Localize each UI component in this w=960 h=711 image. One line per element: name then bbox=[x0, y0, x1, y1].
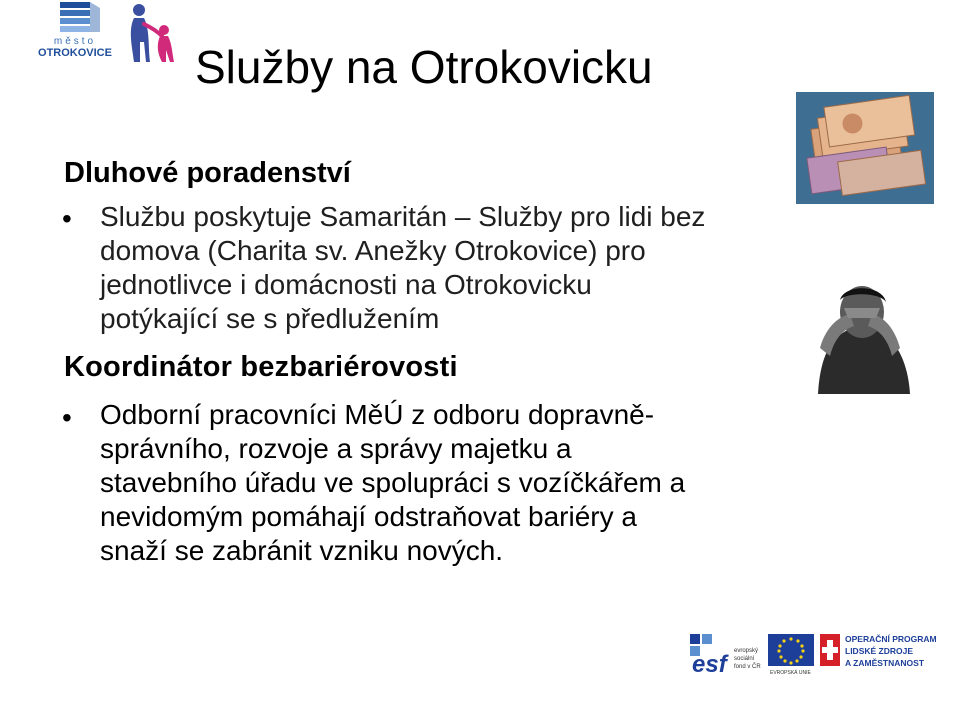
city-logo bbox=[36, 0, 114, 62]
op-line-2: LIDSKÉ ZDROJE bbox=[845, 646, 914, 656]
text-line: snaží se zabránit vzniku nových. bbox=[100, 535, 504, 566]
esf-logo bbox=[690, 634, 761, 676]
section-heading-accessibility-coordinator: Koordinátor bezbariérovosti bbox=[64, 351, 458, 383]
esf-label: esf bbox=[692, 651, 727, 676]
bullet-dot-icon: • bbox=[62, 402, 72, 433]
text-line: správního, rozvoje a správy majetku a bbox=[100, 433, 572, 464]
bullet-dot-icon: • bbox=[62, 203, 72, 234]
page-title: Služby na Otrokovicku bbox=[195, 41, 653, 93]
section-text-accessibility bbox=[100, 398, 685, 568]
section-heading-debt-counseling: Dluhové poradenství bbox=[64, 157, 351, 189]
text-line: stavebního úřadu ve spolupráci s vozíčkářem a bbox=[100, 467, 686, 498]
text-line: Odborní pracovníci MěÚ z odboru dopravně- bbox=[100, 399, 655, 430]
text-line: nevidomým pomáhají odstraňovat bariéry a bbox=[100, 501, 637, 532]
text-line: potýkající se s předlužením bbox=[100, 303, 440, 334]
footer-logos bbox=[690, 630, 952, 676]
eu-flag-logo bbox=[768, 634, 814, 676]
section-text-debt-counseling bbox=[100, 200, 705, 336]
city-logo-word: město bbox=[53, 36, 97, 47]
worried-man-photo bbox=[800, 278, 920, 394]
text-line: domova (Charita sv. Anežky Otrokovice) pro bbox=[100, 235, 646, 266]
op-line-3: A ZAMĚSTNANOST bbox=[845, 658, 925, 668]
eu-label: EVROPSKÁ UNIE bbox=[770, 670, 811, 676]
family-figure-icon bbox=[126, 2, 178, 64]
esf-small-3: fond v ČR bbox=[734, 664, 761, 670]
city-logo-icon bbox=[36, 0, 114, 36]
op-lzz-logo bbox=[820, 633, 937, 668]
esf-small-2: sociální bbox=[734, 656, 755, 662]
city-logo-name: OTROKOVICE bbox=[38, 47, 112, 59]
esf-small-1: evropský bbox=[734, 648, 759, 654]
op-line-1: OPERAČNÍ PROGRAM bbox=[845, 634, 937, 644]
banknotes-photo bbox=[796, 92, 934, 204]
text-line: Službu poskytuje Samaritán – Služby pro lidi bez bbox=[100, 201, 706, 232]
text-line: jednotlivce i domácnosti na Otrokovicku bbox=[100, 269, 592, 300]
family-figure-logo bbox=[126, 2, 178, 64]
